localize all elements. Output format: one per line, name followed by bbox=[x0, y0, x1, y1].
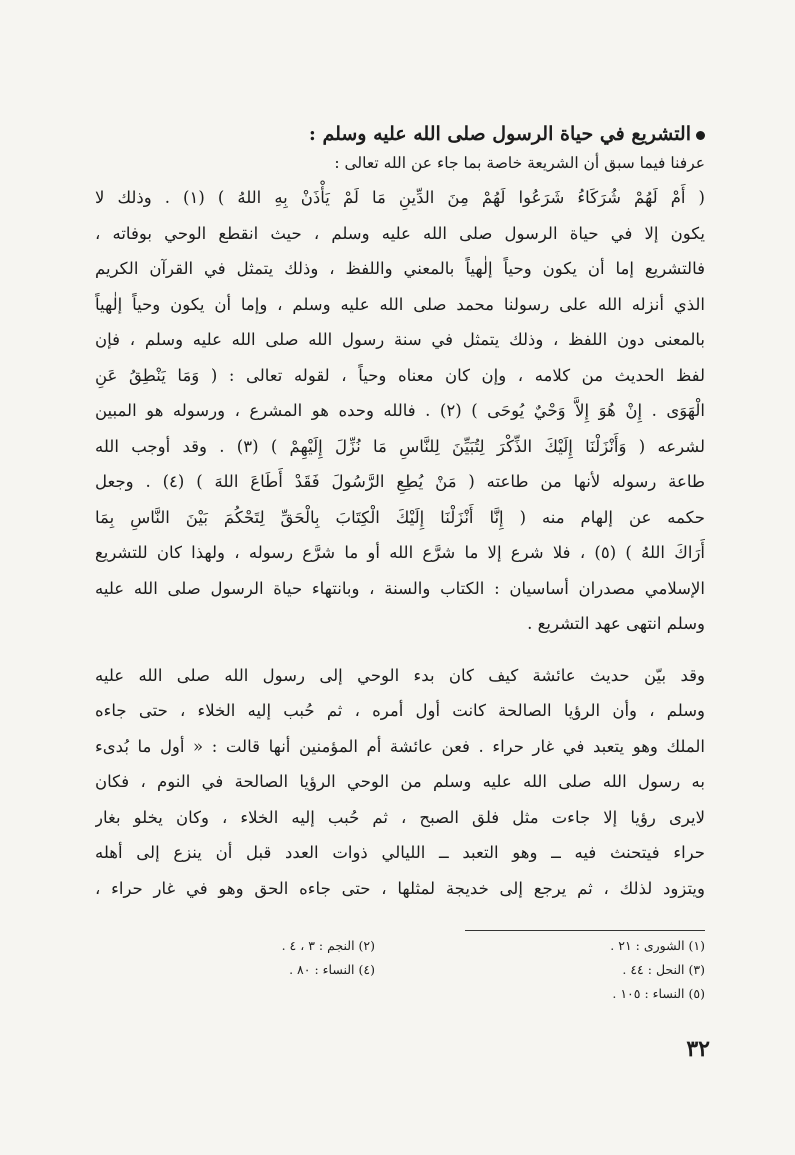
page-content bbox=[95, 118, 705, 906]
text-line: الْهَوَى . إِنْ هُوَ إِلاَّ وَحْيٌ يُوحَى ) (٢) . فالله وحده هو المشرع ، ورسوله هو المبين bbox=[95, 401, 705, 420]
footnote-4: (٤) النساء : ٨٠ . bbox=[289, 962, 375, 977]
text-line: وسلم انتهى عهد التشريع . bbox=[527, 614, 705, 633]
footnote-2: (٢) النجم : ٣ ، ٤ . bbox=[281, 938, 375, 953]
footnote-row bbox=[95, 930, 705, 958]
text-line: حكمه عن إلهام منه ( إِنَّا أَنْزَلْنَا إِلَيْكَ الْكِتَابَ بِالْحَقِّ لِتَحْكُمَ بَيْنَ النَّاسِ بِمَا bbox=[95, 507, 705, 527]
text-line: فالتشريع إما أن يكون وحياً إلٰهياً بالمعني واللفظ ، وذلك يتمثل في القرآن الكريم bbox=[95, 259, 705, 278]
intro-line: عرفنا فيما سبق أن الشريعة خاصة بما جاء عن الله تعالى : bbox=[334, 154, 705, 172]
footnote-5: (٥) النساء : ١٠٥ . bbox=[612, 986, 705, 1001]
section-heading-text: التشريع في حياة الرسول صلى الله عليه وسلم : bbox=[308, 123, 691, 145]
text-line: طاعة رسوله لأنها من طاعته ( مَنْ يُطِعِ الرَّسُولَ فَقَدْ أَطَاعَ اللهَ ) (٤) . وجعل bbox=[95, 472, 705, 491]
text-line: به رسول الله صلى الله عليه وسلم من الوحي الرؤيا الصالحة في النوم ، فكان bbox=[95, 772, 705, 791]
text-line: لايرى رؤيا إلا جاءت مثل فلق الصبح ، ثم حُبب إليه الخلاء ، وكان يخلو بغار bbox=[95, 807, 705, 827]
footnote-divider bbox=[465, 930, 705, 931]
footnote-row bbox=[95, 958, 705, 982]
text-line: ( أَمْ لَهُمْ شُرَكَاءُ شَرَعُوا لَهُمْ مِنَ الدِّينِ مَا لَمْ يَأْذَنْ بِهِ اللهُ ) (١) . وذلك لا bbox=[95, 188, 705, 207]
text-line: حراء فيتحنث فيه ــ وهو التعبد ــ الليالي ذوات العدد قبل أن ينزع إلى أهله bbox=[95, 843, 705, 862]
text-line: يكون إلا في حياة الرسول صلى الله عليه وسلم ، حيث انقطع الوحي بوفاته ، bbox=[95, 223, 705, 243]
paragraph-2 bbox=[95, 658, 705, 907]
text-line: لفظ الحديث من كلامه ، وإن كان معناه وحياً ، لقوله تعالى : ( وَمَا يَنْطِقُ عَنِ bbox=[95, 365, 705, 385]
text-line: الملك وهو يتعبد في غار حراء . فعن عائشة أم المؤمنين أنها قالت : « أول ما بُدىء bbox=[95, 736, 705, 756]
footnote-1: (١) الشورى : ٢١ . bbox=[610, 938, 705, 953]
text-line: الذي أنزله الله على رسولنا محمد صلى الله عليه وسلم ، وإما أن يكون وحياً إلٰهياً bbox=[95, 294, 705, 314]
text-line: وقد بيّن حديث عائشة كيف كان بدء الوحي إلى رسول الله صلى الله عليه bbox=[95, 665, 705, 685]
text-line: بالمعنى دون اللفظ ، وذلك يتمثل في سنة رسول الله صلى الله عليه وسلم ، فإن bbox=[95, 330, 705, 349]
footnote-row bbox=[95, 982, 705, 1006]
paragraph-gap bbox=[95, 642, 705, 658]
text-line: أَرَاكَ اللهُ ) (٥) ، فلا شرع إلا ما شرَّع الله أو ما شرَّع رسوله ، ولهذا كان للتشريع bbox=[95, 543, 705, 562]
text-line: لشرعه ( وَأَنْزَلْنَا إِلَيْكَ الذِّكْرَ لِتُبَيِّنَ لِلنَّاسِ مَا نُزِّلَ إِلَيْهِمْ ) (٣) . وقد أوجب الله bbox=[95, 436, 705, 456]
footnote-3: (٣) النحل : ٤٤ . bbox=[622, 962, 705, 977]
bullet-icon bbox=[696, 131, 705, 140]
text-line: ويتزود لذلك ، ثم يرجع إلى خديجة لمثلها ، حتى جاءه الحق وهو في غار حراء ، bbox=[95, 878, 705, 898]
text-line: الإسلامي مصدران أساسيان : الكتاب والسنة ، وبانتهاء حياة الرسول صلى الله عليه bbox=[95, 578, 705, 598]
footnotes bbox=[95, 930, 705, 1006]
page-number: ٣٢ bbox=[686, 1036, 710, 1062]
section-heading bbox=[95, 118, 705, 150]
paragraph-1 bbox=[95, 180, 705, 642]
text-line: وسلم ، وأن الرؤيا الصالحة كانت أول أمره ، ثم حُبب إليه الخلاء ، حتى جاءه bbox=[95, 701, 705, 720]
